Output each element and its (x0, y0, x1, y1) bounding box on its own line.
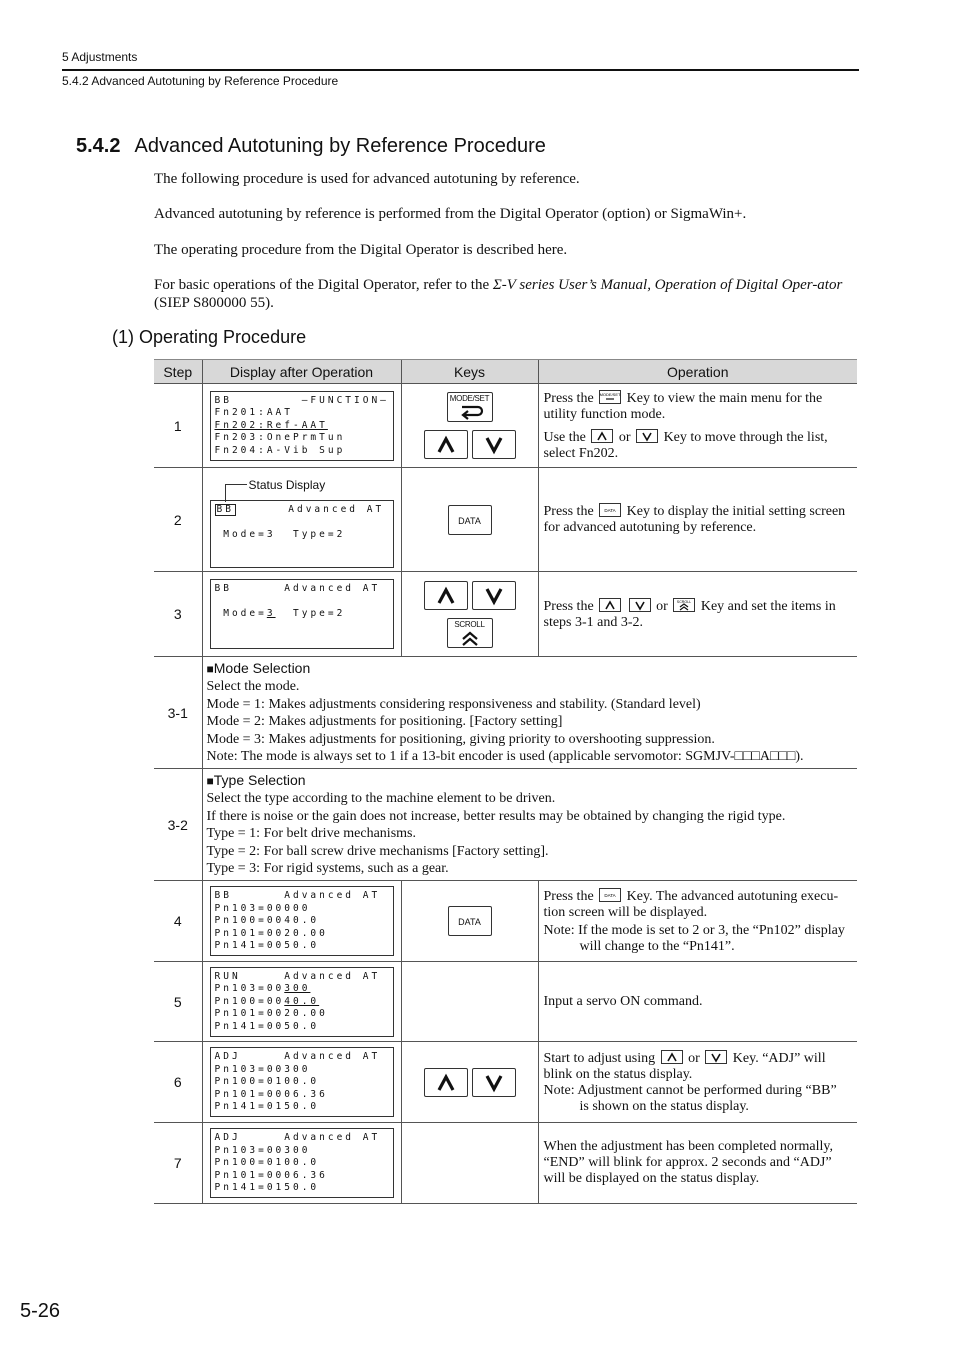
svg-text:DATA: DATA (604, 892, 616, 898)
lcd-line: Fn204:A-Vib Sup (214, 444, 346, 456)
op-text: Key to move through the list, select Fn202. (543, 429, 828, 461)
down-key[interactable] (472, 581, 516, 610)
lcd-line: Pn141=0050.0 (214, 1020, 320, 1032)
operation-cell (538, 572, 857, 657)
lcd-text: Pn103=00 (214, 983, 285, 995)
down-inline-icon (636, 429, 658, 443)
down-arrow-icon (473, 1069, 515, 1096)
op-text: or (684, 1050, 704, 1066)
display-cell (202, 881, 401, 962)
operation-cell (538, 1042, 857, 1123)
mode-line: Select the mode. (206, 679, 300, 694)
svg-text:MODE/SET: MODE/SET (600, 391, 621, 397)
square-bullet-icon: ■ (206, 773, 214, 788)
lcd-text: Type=2 (275, 608, 346, 620)
up-arrow-icon (425, 582, 467, 609)
header-step: Step (154, 360, 202, 384)
op-text: Start to adjust using (543, 1050, 659, 1066)
lcd-line: Pn103=00300 (214, 1144, 311, 1156)
running-header-section: 5.4.2 Advanced Autotuning by Reference Procedure (62, 74, 339, 88)
up-inline-icon (661, 1050, 683, 1064)
operation-cell: When the adjustment has been completed normally, “END” will blink for approx. 2 seconds and “ADJ” will be displayed on the status display. (538, 1123, 857, 1204)
note-text: ). (795, 749, 804, 764)
op-text: Press the (543, 390, 598, 406)
lcd-changed-digits: 300 (284, 983, 311, 995)
table-header-row (154, 360, 857, 384)
op-note: Note: Adjustment cannot be performed during “BB” (543, 1082, 837, 1098)
double-up-arrow-icon (448, 619, 492, 647)
scroll-key[interactable] (447, 618, 493, 648)
keys-cell (401, 468, 538, 572)
lcd-line-selected: Fn202:Ref-AAT (214, 419, 328, 431)
up-inline-icon (599, 598, 621, 612)
display-cell (202, 1123, 401, 1204)
lcd-line: Pn141=0150.0 (214, 1101, 320, 1113)
scroll-inline-icon (673, 598, 695, 612)
mode-selection-heading (207, 660, 854, 679)
intro-paragraph-2: Advanced autotuning by reference is performed from the Digital Operator (option) or SigmaWin+. (154, 206, 747, 222)
down-arrow-icon (473, 431, 515, 458)
down-arrow-icon (473, 582, 515, 609)
lcd-line: Pn141=0050.0 (214, 940, 320, 952)
data-inline-icon (599, 888, 621, 902)
down-key[interactable] (472, 430, 516, 459)
running-header-chapter: 5 Adjustments (62, 50, 138, 64)
heading-text: Type Selection (213, 771, 306, 788)
lcd-line (215, 608, 389, 621)
mode-line: Mode = 3: Makes adjustments for positioning, giving priority to overshooting suppression. (206, 731, 715, 747)
display-cell (202, 962, 401, 1042)
type-selection-heading (207, 772, 854, 791)
table-row (154, 572, 857, 657)
placeholder-boxes-icon: □□□ (770, 749, 796, 764)
header-display: Display after Operation (202, 360, 401, 384)
op-text: Press the (543, 504, 598, 519)
display-cell (202, 468, 401, 572)
table-row (154, 769, 857, 881)
step-number: 4 (154, 881, 202, 962)
lcd-line: Mode=3 Type=2 (214, 528, 346, 540)
key-label: SCROLL (454, 619, 485, 629)
key-label: MODE/SET (449, 394, 490, 403)
down-inline-icon (629, 598, 651, 612)
table-row (154, 468, 857, 572)
header-rule (62, 69, 859, 71)
up-inline-icon (591, 429, 613, 443)
keys-cell (401, 1123, 538, 1204)
keys-cell (401, 881, 538, 962)
lcd-text: Mode= (214, 608, 267, 620)
lcd-line: Pn101=0020.00 (214, 927, 328, 939)
op-text: Key to view the main menu for the utility function mode. (543, 390, 823, 422)
status-display-callout (203, 472, 401, 500)
lcd-line: Pn101=0006.36 (214, 1088, 328, 1100)
operator-display (210, 886, 394, 956)
display-cell (202, 384, 401, 468)
lcd-line: Pn100=0100.0 (214, 1076, 320, 1088)
display-cell (202, 1042, 401, 1123)
operation-cell (538, 384, 857, 468)
lcd-line: Fn203:OnePrmTun (214, 432, 346, 444)
type-line: Select the type according to the machine element to be driven. (206, 791, 556, 806)
operator-display (210, 1047, 394, 1117)
svg-text:DATA: DATA (604, 508, 616, 513)
op-note: will change to the “Pn141”. (579, 938, 735, 954)
lcd-line: Pn100=0100.0 (214, 1157, 320, 1169)
section-title (76, 135, 546, 158)
op-text: Key. The advanced autotuning execu-tion screen will be displayed. (543, 888, 839, 920)
type-selection-cell (202, 769, 857, 881)
header-operation: Operation (538, 360, 857, 384)
step-number: 3-2 (154, 769, 202, 881)
step-number: 1 (154, 384, 202, 468)
operator-display (210, 391, 394, 461)
keys-cell (401, 962, 538, 1042)
lcd-cursor-digit: 3 (266, 608, 276, 620)
note-text: A (759, 749, 771, 764)
op-text: or (615, 429, 635, 445)
mode-note (207, 748, 854, 766)
keys-cell (401, 1042, 538, 1123)
header-keys: Keys (401, 360, 538, 384)
mode-line: Mode = 2: Makes adjustments for positioning. [Factory setting] (206, 714, 563, 729)
table-row (154, 881, 857, 962)
table-row (154, 657, 857, 769)
type-line: Type = 2: For ball screw drive mechanisms [Factory setting]. (206, 843, 549, 859)
page-number: 5-26 (20, 1300, 61, 1322)
step-number: 7 (154, 1123, 202, 1204)
placeholder-boxes-icon: □□□ (734, 749, 760, 764)
lcd-line: RUN Advanced AT (214, 970, 381, 982)
operator-display (210, 1128, 394, 1198)
up-key[interactable] (424, 581, 468, 610)
intro-paragraph-3: The operating procedure from the Digital Operator is described here. (154, 242, 568, 258)
step-number: 3-1 (154, 657, 202, 769)
lcd-text: Pn100=00 (214, 995, 285, 1007)
intro-paragraph-4 (154, 276, 859, 312)
up-key[interactable] (424, 430, 468, 459)
table-row (154, 1042, 857, 1123)
lcd-line: Pn101=0006.36 (214, 1169, 328, 1181)
type-line: Type = 3: For rigid systems, such as a gear. (206, 861, 449, 876)
intro-paragraph-1: The following procedure is used for advanced autotuning by reference. (154, 171, 580, 187)
lcd-line: BB Advanced AT (214, 583, 381, 594)
lcd-line: Pn141=0150.0 (214, 1182, 320, 1194)
operation-cell: Input a servo ON command. (538, 962, 857, 1042)
status-box: BB (216, 503, 234, 515)
lcd-line: Advanced AT (235, 503, 385, 515)
op-text: Key and set the items in steps 3-1 and 3-2. (543, 598, 836, 630)
op-text: Key to display the initial setting screen for advanced autotuning by reference. (543, 504, 846, 535)
lcd-line (215, 983, 389, 996)
svg-text:SCROLL: SCROLL (677, 599, 692, 604)
lcd-line: BB —FUNCTION— (214, 394, 389, 406)
status-display-label: Status Display (248, 477, 326, 492)
lcd-changed-digits: 40.0 (284, 995, 320, 1007)
return-arrow-icon (448, 393, 492, 421)
step-number: 3 (154, 572, 202, 657)
table-row (154, 384, 857, 468)
op-text: Press the (543, 598, 598, 614)
op-note: Note: If the mode is set to 2 or 3, the “Pn102” display (543, 922, 845, 938)
procedure-table (154, 359, 857, 1204)
lcd-line: Pn103=00000 (214, 902, 311, 914)
operation-cell (538, 881, 857, 962)
reference-suffix: (SIEP S800000 55). (154, 295, 274, 311)
keys-cell (401, 384, 538, 468)
display-cell (202, 572, 401, 657)
lcd-line: Pn103=00300 (214, 1063, 311, 1075)
lcd-line: Fn201:AAT (214, 407, 293, 419)
mode-set-inline-icon (599, 390, 621, 404)
op-text: Press the (543, 888, 598, 904)
keys-cell (401, 572, 538, 657)
heading-text: Mode Selection (213, 659, 311, 676)
down-key[interactable] (472, 1068, 516, 1097)
operator-display (210, 579, 394, 649)
type-line: If there is noise or the gain does not increase, better results may be obtained by changing the rigid type. (206, 808, 786, 824)
op-text: or (652, 598, 672, 614)
lcd-line: Pn101=0020.00 (214, 1008, 328, 1020)
mode-set-key[interactable] (447, 392, 493, 422)
note-text: Note: The mode is always set to 1 if a 13-bit encoder is used (applicable servomotor: SGMJV- (206, 749, 735, 764)
lcd-line (215, 996, 389, 1009)
section-number: 5.4.2 (76, 135, 121, 157)
table-row (154, 962, 857, 1042)
mode-selection-cell (202, 657, 857, 769)
section-title-text: Advanced Autotuning by Reference Procedure (134, 135, 546, 157)
subsection-title: (1) Operating Procedure (112, 327, 307, 347)
up-arrow-icon (425, 431, 467, 458)
lcd-line: Pn100=0040.0 (214, 915, 320, 927)
step-number: 2 (154, 468, 202, 572)
op-note: is shown on the status display. (579, 1098, 749, 1114)
up-key[interactable] (424, 1068, 468, 1097)
op-text: Use the (543, 429, 590, 445)
step-number: 6 (154, 1042, 202, 1123)
type-line: Type = 1: For belt drive mechanisms. (206, 826, 416, 841)
data-key[interactable]: DATA (448, 505, 492, 535)
reference-prefix: For basic operations of the Digital Operator, refer to the (154, 277, 493, 293)
operation-cell (538, 468, 857, 572)
data-inline-icon (599, 503, 621, 517)
down-inline-icon (705, 1050, 727, 1064)
lcd-line: ADJ Advanced AT (214, 1132, 381, 1143)
table-row (154, 1123, 857, 1204)
data-key[interactable]: DATA (448, 906, 492, 936)
mode-line: Mode = 1: Makes adjustments considering responsiveness and stability. (Standard level) (206, 696, 701, 712)
op-text: Key. “ADJ” will blink on the status display. (543, 1050, 826, 1082)
operator-display (210, 967, 394, 1037)
lcd-line: ADJ Advanced AT (214, 1051, 381, 1062)
manual-title: Σ-V series User’s Manual, Operation of Digital Oper-ator (492, 277, 843, 293)
lcd-line: BB Advanced AT (214, 890, 381, 901)
operator-display (210, 500, 394, 568)
step-number: 5 (154, 962, 202, 1042)
up-arrow-icon (425, 1069, 467, 1096)
square-bullet-icon: ■ (206, 661, 214, 676)
